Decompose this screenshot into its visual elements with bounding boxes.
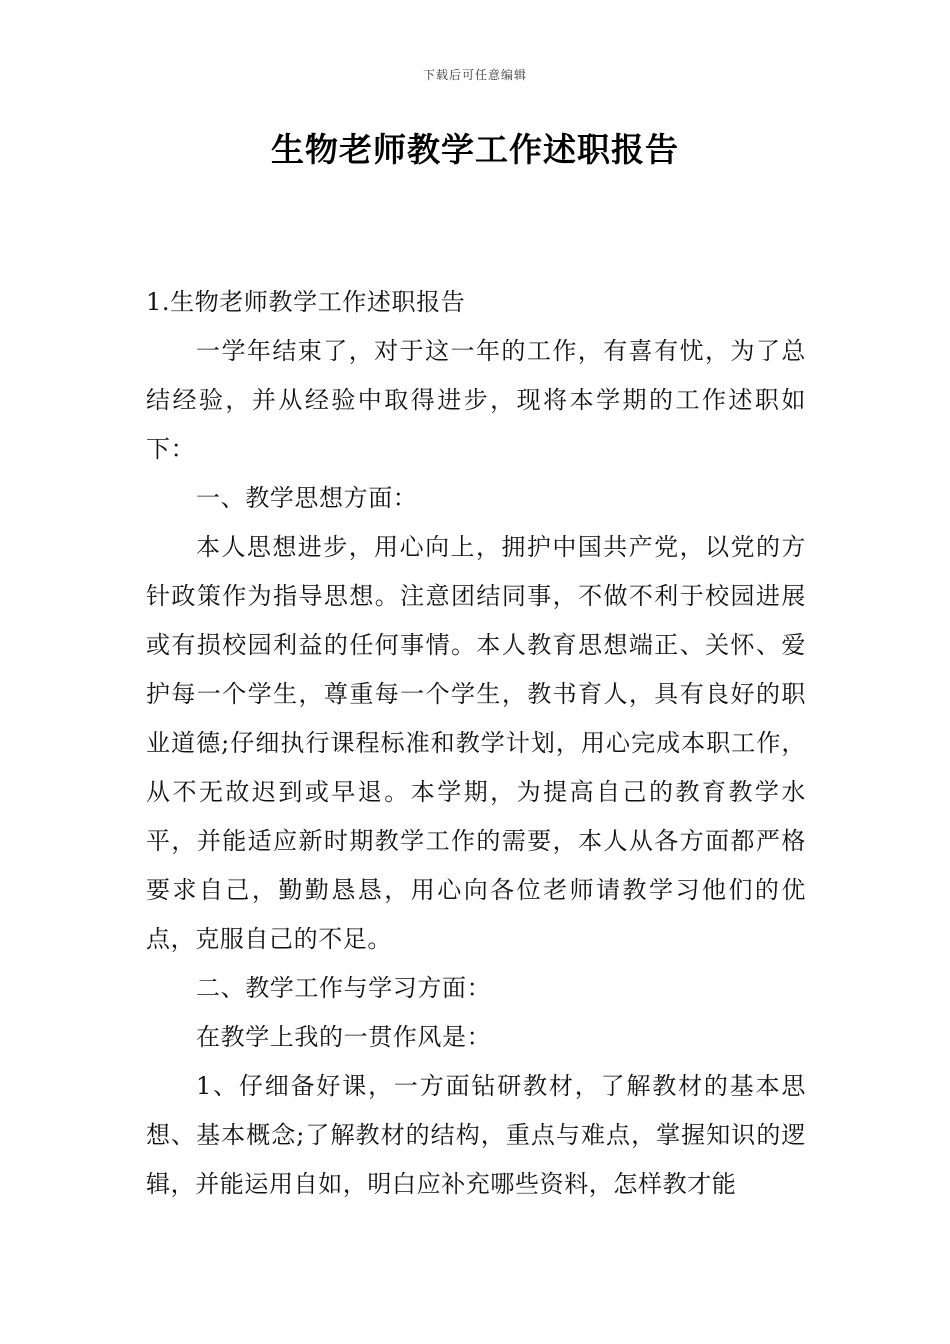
subheading-teaching-thought: 一、教学思想方面： <box>196 484 418 512</box>
document-body <box>146 278 806 1209</box>
header-note: 下载后可任意编辑 <box>422 68 527 82</box>
document-title: 生物老师教学工作述职报告 <box>271 130 679 169</box>
subheading-teaching-work: 二、教学工作与学习方面： <box>196 974 492 1002</box>
section-heading: 1.生物老师教学工作述职报告 <box>146 288 466 316</box>
paragraph-teaching-style: 在教学上我的一贯作风是： <box>196 1023 492 1051</box>
paragraph-lesson-prep: 1、仔细备好课，一方面钻研教材，了解教材的基本思想、基本概念;了解教材的结构，重点与难点，掌握知识的逻辑，并能运用自如，明白应补充哪些资料，怎样教才能 <box>146 1072 806 1198</box>
paragraph-intro: 一学年结束了，对于这一年的工作，有喜有忧，为了总结经验，并从经验中取得进步，现将本学期的工作述职如下： <box>146 337 806 463</box>
paragraph-teaching-thought: 本人思想进步，用心向上，拥护中国共产党，以党的方针政策作为指导思想。注意团结同事，不做不利于校园进展或有损校园利益的任何事情。本人教育思想端正、关怀、爱护每一个学生，尊重每一个学生，教书育人，具有良好的职业道德;仔细执行课程标准和教学计划，用心完成本职工作，从不无故迟到或早退。本学期，为提高自己的教育教学水平，并能适应新时期教学工作的需要，本人从各方面都严格要求自己，勤勤恳恳，用心向各位老师请教学习他们的优点，克服自己的不足。 <box>146 533 806 953</box>
